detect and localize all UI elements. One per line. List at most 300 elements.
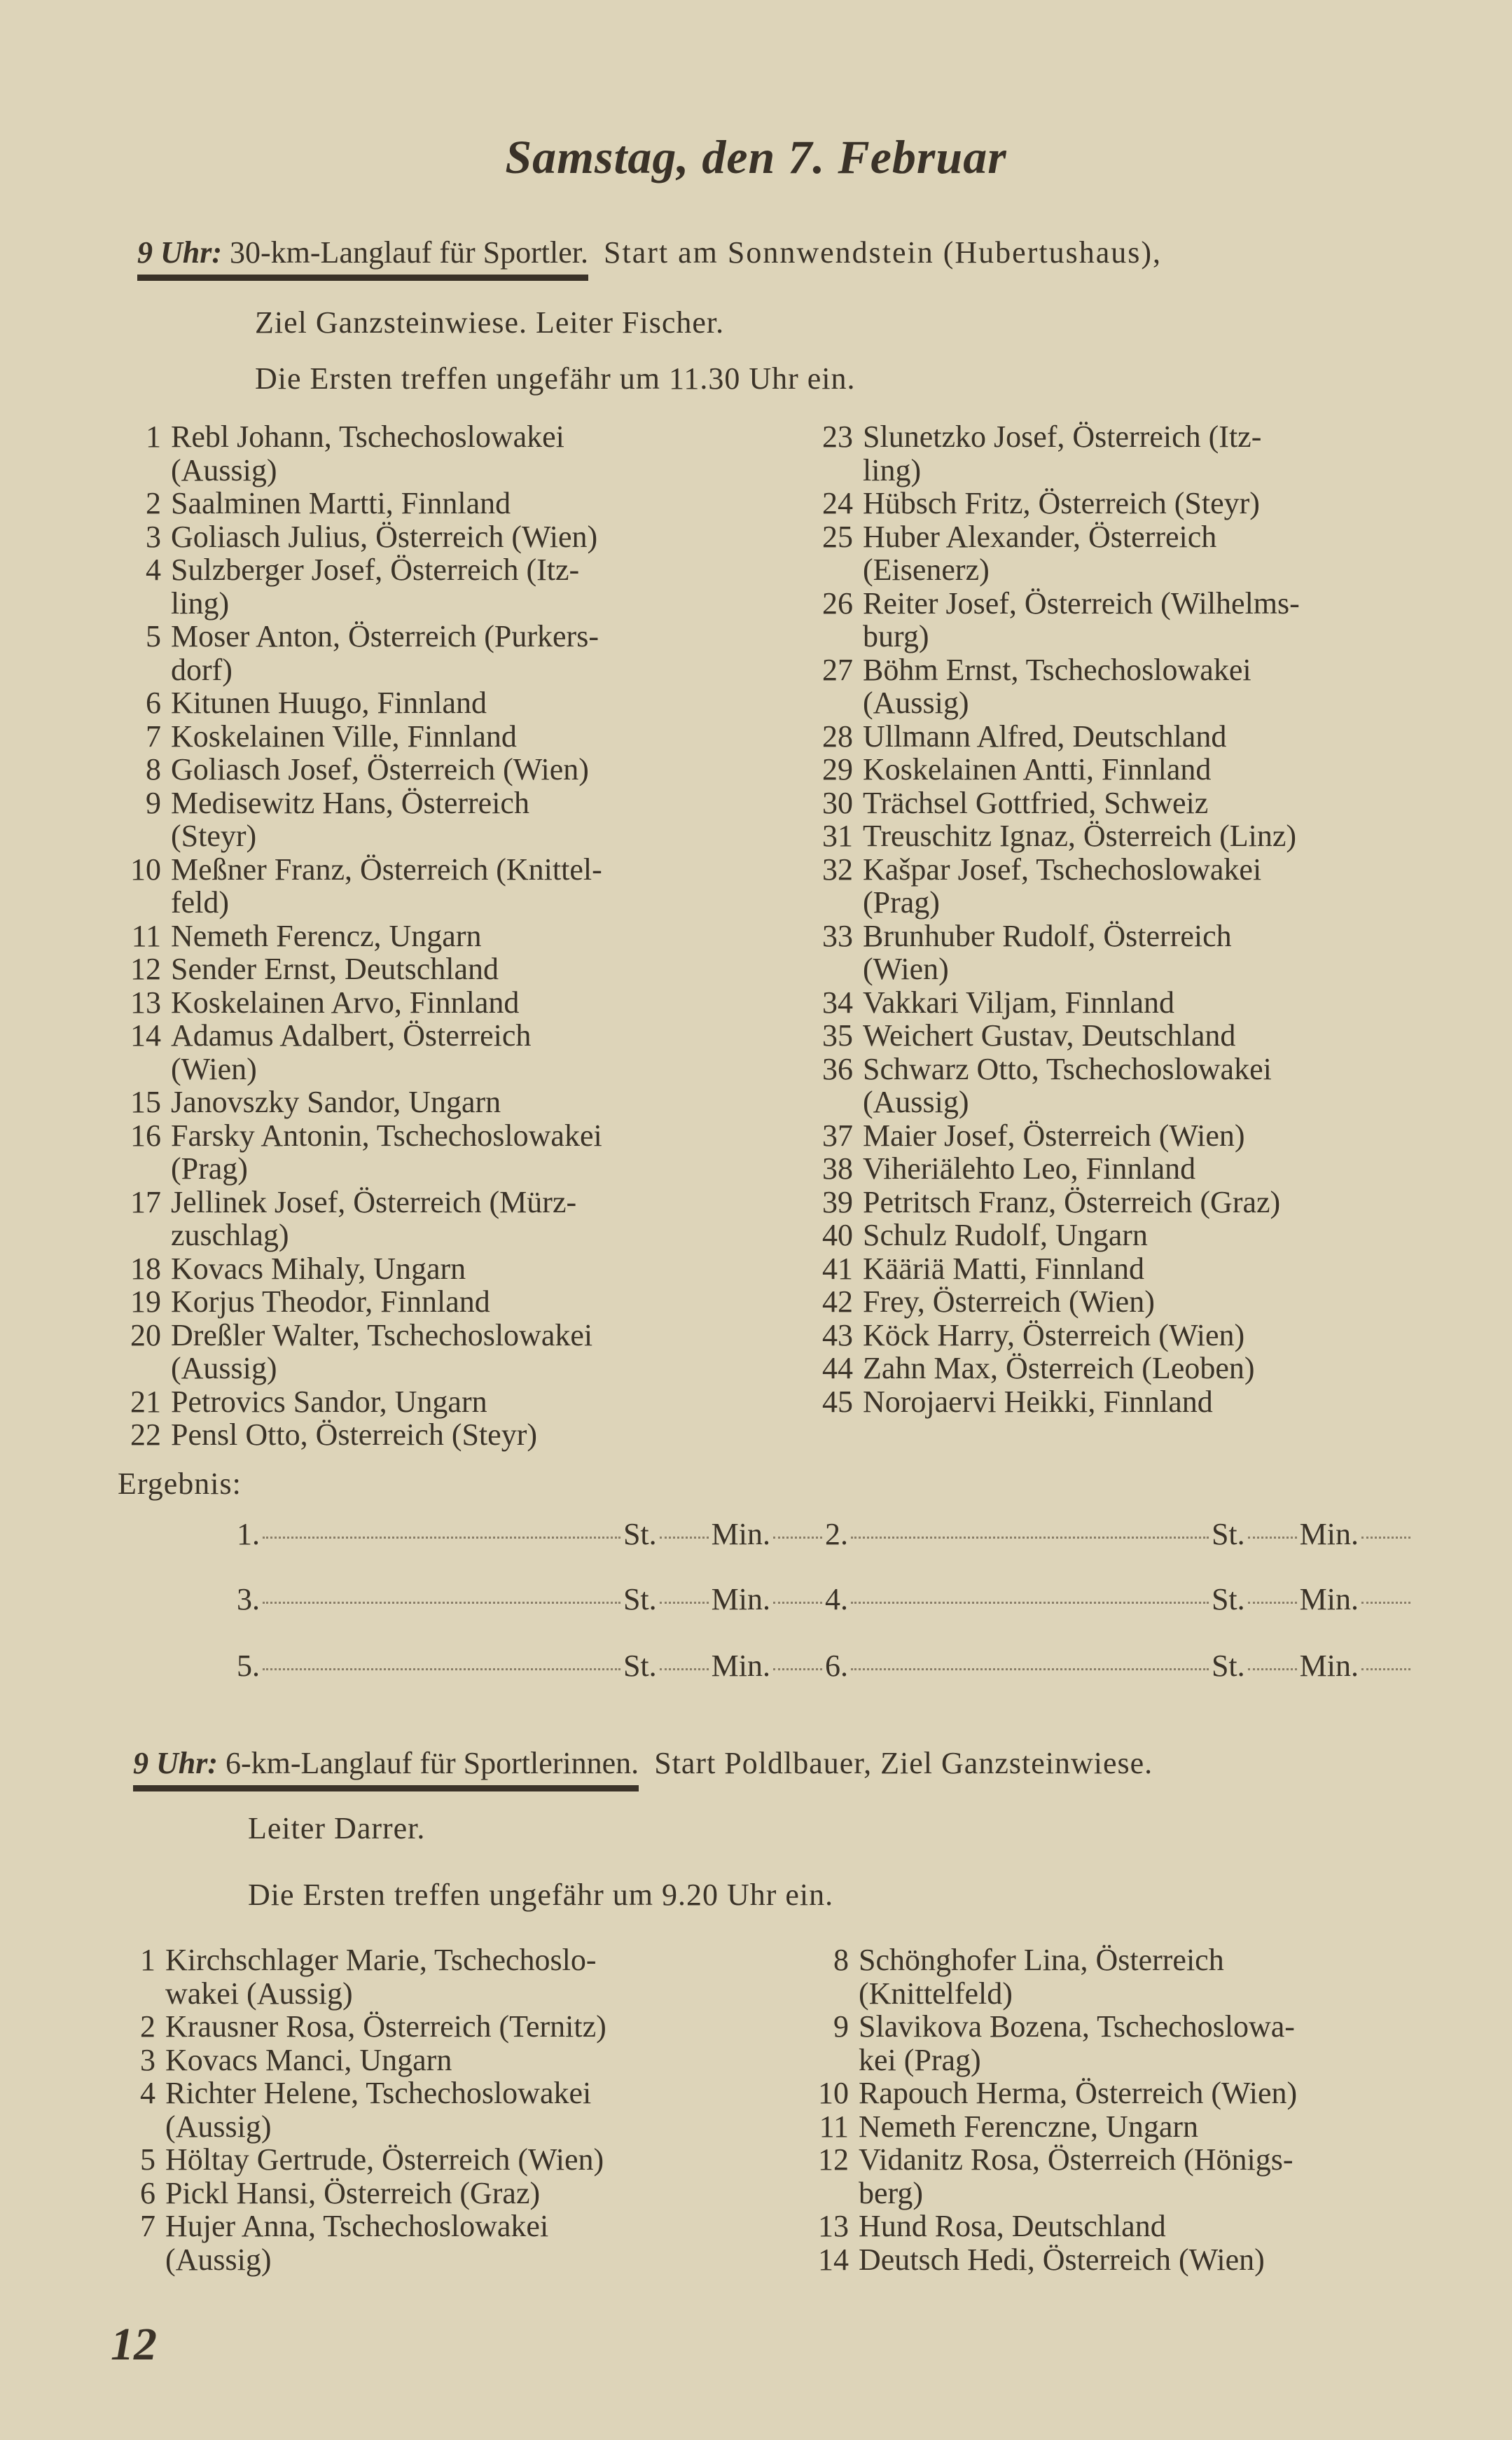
dotted-fill-line[interactable]: [851, 1537, 1209, 1539]
entry-text: Treuschitz Ignaz, Österreich (Linz): [863, 819, 1297, 853]
entry-text: (Knittelfeld): [859, 1976, 1013, 2011]
entry-text: Adamus Adalbert, Österreich: [171, 1018, 532, 1053]
race1-line3: Die Ersten treffen ungefähr um 11.30 Uhr ein.: [255, 361, 856, 396]
entry-number: [119, 886, 171, 920]
race2-entrants-left: [113, 1943, 744, 2276]
list-item: [807, 2010, 1437, 2044]
dotted-fill-line[interactable]: [1361, 1602, 1410, 1604]
entry-number: 30: [822, 785, 853, 820]
list-item: [119, 1019, 749, 1053]
dotted-fill-line[interactable]: [660, 1602, 709, 1604]
entry-number: 44: [822, 1351, 853, 1385]
list-item: [119, 1285, 749, 1319]
entry-text: Koskelainen Ville, Finnland: [171, 719, 517, 754]
entry-number: [113, 2110, 165, 2144]
list-item: [811, 653, 1441, 687]
minutes-label: Min.: [1299, 1517, 1359, 1551]
list-item: [113, 1943, 744, 1977]
list-item: [119, 1119, 749, 1153]
entry-number: 2: [146, 486, 161, 520]
entry-number: 33: [822, 918, 853, 953]
entry-text: feld): [171, 885, 230, 920]
list-item: [119, 952, 749, 986]
entry-text: (Aussig): [863, 686, 969, 720]
list-item: [119, 986, 749, 1020]
entry-text: Moser Anton, Österreich (Purkers-: [171, 619, 599, 653]
list-item: [119, 1352, 749, 1385]
race2-line3: Die Ersten treffen ungefähr um 9.20 Uhr ein.: [248, 1878, 834, 1912]
entry-text: Jellinek Josef, Österreich (Mürz-: [171, 1184, 577, 1219]
list-item: [811, 819, 1441, 853]
list-item: [807, 2243, 1437, 2277]
entry-number: 5: [140, 2142, 155, 2177]
list-item: [119, 819, 749, 853]
list-item: [119, 786, 749, 820]
entry-text: Petrovics Sandor, Ungarn: [171, 1384, 487, 1419]
entry-text: burg): [863, 619, 929, 653]
entry-text: (Aussig): [171, 452, 277, 487]
list-item: [811, 986, 1441, 1020]
entry-number: [811, 454, 863, 487]
entry-number: [807, 2044, 859, 2077]
entry-text: Pensl Otto, Österreich (Steyr): [171, 1417, 537, 1452]
entry-number: [807, 1977, 859, 2011]
entry-text: Sender Ernst, Deutschland: [171, 952, 499, 986]
entry-number: 7: [140, 2209, 155, 2243]
list-item: [811, 1019, 1441, 1053]
list-item: [119, 587, 749, 621]
list-item: [113, 2143, 744, 2177]
entry-text: Hübsch Fritz, Österreich (Steyr): [863, 486, 1260, 520]
list-item: [119, 686, 749, 720]
seconds-label: St.: [1211, 1649, 1245, 1683]
entry-number: [811, 886, 863, 920]
entry-text: Kašpar Josef, Tschechoslowakei: [863, 852, 1262, 887]
entry-text: (Wien): [863, 952, 949, 986]
entry-number: [119, 653, 171, 687]
race1-time: 9 Uhr:: [137, 235, 223, 270]
entry-number: 21: [130, 1384, 161, 1419]
list-item: [119, 1086, 749, 1119]
entry-text: Viheriälehto Leo, Finnland: [863, 1151, 1196, 1186]
place-label: 6.: [825, 1649, 848, 1683]
dotted-fill-line[interactable]: [773, 1537, 822, 1539]
entry-number: 13: [818, 2209, 849, 2243]
entry-number: [119, 1152, 171, 1186]
entry-text: Slunetzko Josef, Österreich (Itz-: [863, 420, 1262, 454]
entry-number: 22: [130, 1417, 161, 1452]
entry-text: Kovacs Mihaly, Ungarn: [171, 1251, 466, 1286]
list-item: [811, 454, 1441, 487]
race1-event: 30-km-Langlauf für Sportler.: [230, 235, 589, 270]
list-item: [119, 1053, 749, 1086]
entry-text: Pickl Hansi, Österreich (Graz): [165, 2175, 541, 2210]
entry-text: kei (Prag): [859, 2042, 981, 2077]
list-item: [113, 2044, 744, 2077]
entry-number: 4: [146, 553, 161, 587]
entry-number: 11: [131, 918, 161, 953]
list-item: [811, 720, 1441, 754]
entry-number: 41: [822, 1251, 853, 1286]
entry-number: 14: [818, 2242, 849, 2277]
dotted-fill-line[interactable]: [773, 1602, 822, 1604]
entry-number: 26: [822, 585, 853, 621]
result-row: [237, 1648, 1413, 1684]
list-item: [807, 2177, 1437, 2210]
place-label: 1.: [237, 1517, 260, 1551]
minutes-label: Min.: [1299, 1649, 1359, 1683]
entry-text: Deutsch Hedi, Österreich (Wien): [859, 2242, 1265, 2277]
dotted-fill-line[interactable]: [1248, 1537, 1297, 1539]
entry-number: 9: [146, 785, 161, 820]
entry-text: (Prag): [863, 885, 940, 920]
list-item: [811, 952, 1441, 986]
entry-text: dorf): [171, 652, 233, 687]
result-row: [237, 1581, 1413, 1617]
minutes-label: Min.: [711, 1517, 770, 1551]
list-item: [119, 1319, 749, 1352]
seconds-label: St.: [623, 1649, 657, 1683]
entry-number: [811, 1086, 863, 1119]
result-label: Ergebnis:: [118, 1467, 242, 1501]
entry-text: Saalminen Martti, Finnland: [171, 486, 511, 520]
entry-text: Kovacs Manci, Ungarn: [165, 2042, 452, 2077]
list-item: [119, 420, 749, 454]
dotted-fill-line[interactable]: [660, 1537, 709, 1539]
entry-text: Sulzberger Josef, Österreich (Itz-: [171, 553, 580, 587]
list-item: [811, 1319, 1441, 1352]
list-item: [811, 753, 1441, 786]
entry-text: Schulz Rudolf, Ungarn: [863, 1218, 1148, 1252]
list-item: [811, 1385, 1441, 1419]
minutes-label: Min.: [1299, 1582, 1359, 1616]
place-label: 2.: [825, 1517, 848, 1551]
race1-line2: Ziel Ganzsteinwiese. Leiter Fischer.: [255, 305, 725, 340]
entry-text: Slavikova Bozena, Tschechoslowa-: [859, 2009, 1295, 2044]
entry-number: 43: [822, 1317, 853, 1352]
entry-number: 16: [130, 1118, 161, 1153]
race2-event: 6-km-Langlauf für Sportlerinnen.: [226, 1746, 639, 1780]
entry-text: Norojaervi Heikki, Finnland: [863, 1384, 1213, 1419]
entry-number: 6: [140, 2175, 155, 2210]
entry-number: 10: [818, 2076, 849, 2110]
entry-text: (Wien): [171, 1051, 257, 1086]
entry-text: Böhm Ernst, Tschechoslowakei: [863, 652, 1251, 687]
list-item: [811, 553, 1441, 587]
list-item: [119, 553, 749, 587]
entry-number: 13: [130, 985, 161, 1020]
list-item: [811, 620, 1441, 653]
entry-number: 19: [130, 1284, 161, 1319]
entry-number: 5: [146, 619, 161, 653]
list-item: [119, 1418, 749, 1452]
list-item: [119, 886, 749, 920]
entry-number: [119, 1219, 171, 1252]
entry-text: Dreßler Walter, Tschechoslowakei: [171, 1317, 593, 1352]
list-item: [119, 653, 749, 687]
entry-number: 4: [140, 2076, 155, 2110]
entry-text: Trächsel Gottfried, Schweiz: [863, 785, 1209, 820]
minutes-label: Min.: [711, 1649, 770, 1683]
entry-number: 35: [822, 1018, 853, 1053]
entry-number: [119, 1053, 171, 1086]
entry-text: Kääriä Matti, Finnland: [863, 1251, 1145, 1286]
race1-entrants-left: [119, 420, 749, 1452]
list-item: [119, 520, 749, 554]
entry-text: (Aussig): [165, 2242, 272, 2277]
entry-text: Höltay Gertrude, Österreich (Wien): [165, 2142, 604, 2177]
entry-text: Zahn Max, Österreich (Leoben): [863, 1351, 1255, 1385]
entry-text: Kirchschlager Marie, Tschechoslo-: [165, 1943, 597, 1977]
place-label: 4.: [825, 1582, 848, 1616]
dotted-fill-line[interactable]: [1361, 1668, 1410, 1670]
list-item: [811, 1352, 1441, 1385]
list-item: [119, 753, 749, 786]
entry-number: 42: [822, 1284, 853, 1319]
entry-text: ling): [863, 452, 922, 487]
entry-text: (Aussig): [165, 2109, 272, 2144]
entry-text: Koskelainen Arvo, Finnland: [171, 985, 520, 1020]
entry-text: ling): [171, 585, 230, 621]
entry-text: Nemeth Ferencz, Ungarn: [171, 918, 482, 953]
entry-number: 12: [130, 952, 161, 986]
dotted-fill-line[interactable]: [851, 1602, 1209, 1604]
entry-text: Koskelainen Antti, Finnland: [863, 752, 1212, 786]
entry-number: 29: [822, 752, 853, 786]
race2-line2: Leiter Darrer.: [248, 1811, 426, 1845]
list-item: [119, 1152, 749, 1186]
entry-text: Brunhuber Rudolf, Österreich: [863, 918, 1232, 953]
entry-number: 7: [146, 719, 161, 754]
list-item: [811, 520, 1441, 554]
list-item: [119, 720, 749, 754]
entry-number: 6: [146, 686, 161, 720]
dotted-fill-line[interactable]: [263, 1602, 620, 1604]
entry-number: 8: [146, 752, 161, 786]
entry-number: 34: [822, 985, 853, 1020]
entry-number: 38: [822, 1151, 853, 1186]
list-item: [119, 1385, 749, 1419]
seconds-label: St.: [623, 1517, 657, 1551]
list-item: [811, 587, 1441, 621]
entry-text: Vidanitz Rosa, Österreich (Hönigs-: [859, 2142, 1293, 2177]
entry-text: (Aussig): [171, 1351, 277, 1385]
list-item: [811, 1119, 1441, 1153]
entry-text: Hujer Anna, Tschechoslowakei: [165, 2209, 549, 2243]
entry-number: 39: [822, 1184, 853, 1219]
list-item: [119, 853, 749, 887]
entry-number: 32: [822, 852, 853, 887]
list-item: [113, 2077, 744, 2110]
entry-number: [807, 2177, 859, 2210]
list-item: [119, 1186, 749, 1219]
entry-text: Janovszky Sandor, Ungarn: [171, 1085, 501, 1119]
entry-text: Maier Josef, Österreich (Wien): [863, 1118, 1245, 1153]
entry-number: [811, 553, 863, 587]
race1-underlined: [137, 235, 588, 281]
list-item: [807, 1943, 1437, 1977]
entry-number: 14: [130, 1018, 161, 1053]
result-row: [237, 1516, 1413, 1552]
entry-text: Goliasch Julius, Österreich (Wien): [171, 519, 598, 554]
list-item: [807, 1977, 1437, 2011]
dotted-fill-line[interactable]: [660, 1668, 709, 1670]
list-item: [807, 2077, 1437, 2110]
list-item: [811, 1086, 1441, 1119]
list-item: [811, 1053, 1441, 1086]
entry-text: Kitunen Huugo, Finnland: [171, 686, 487, 720]
entry-text: berg): [859, 2175, 924, 2210]
race1-entrants-right: [811, 420, 1441, 1418]
list-item: [811, 1285, 1441, 1319]
list-item: [811, 1252, 1441, 1286]
list-item: [113, 2110, 744, 2144]
entry-text: Schönghofer Lina, Österreich: [859, 1943, 1224, 1977]
entry-text: Weichert Gustav, Deutschland: [863, 1018, 1236, 1053]
entry-number: 17: [130, 1184, 161, 1219]
race2-header: [133, 1745, 1153, 1791]
list-item: [113, 2010, 744, 2044]
entry-text: Farsky Antonin, Tschechoslowakei: [171, 1118, 602, 1153]
list-item: [811, 686, 1441, 720]
entry-text: zuschlag): [171, 1218, 289, 1252]
entry-text: Nemeth Ferenczne, Ungarn: [859, 2109, 1199, 2144]
page-title: Samstag, den 7. Februar: [505, 130, 1007, 183]
dotted-fill-line[interactable]: [263, 1668, 620, 1670]
list-item: [113, 1977, 744, 2011]
entry-number: 31: [822, 819, 853, 853]
dotted-fill-line[interactable]: [851, 1668, 1209, 1670]
entry-text: Rebl Johann, Tschechoslowakei: [171, 420, 564, 454]
entry-text: (Prag): [171, 1151, 248, 1186]
dotted-fill-line[interactable]: [1248, 1602, 1297, 1604]
entry-text: Huber Alexander, Österreich: [863, 519, 1217, 554]
list-item: [119, 620, 749, 653]
entry-number: 24: [822, 486, 853, 520]
list-item: [807, 2110, 1437, 2144]
entry-number: [811, 952, 863, 986]
dotted-fill-line[interactable]: [263, 1537, 620, 1539]
entry-text: wakei (Aussig): [165, 1976, 353, 2011]
entry-number: 3: [140, 2042, 155, 2077]
place-label: 3.: [237, 1582, 260, 1616]
list-item: [811, 786, 1441, 820]
race1-start: Start am Sonnwendstein (Hubertushaus),: [604, 235, 1163, 270]
entry-text: Krausner Rosa, Österreich (Ternitz): [165, 2009, 606, 2044]
list-item: [113, 2243, 744, 2277]
entry-number: 23: [822, 420, 853, 454]
entry-number: [119, 819, 171, 853]
entry-number: 45: [822, 1384, 853, 1419]
entry-number: 28: [822, 719, 853, 754]
list-item: [811, 920, 1441, 953]
entry-number: 20: [130, 1317, 161, 1352]
race1-header: [137, 235, 1162, 281]
list-item: [807, 2143, 1437, 2177]
list-item: [811, 853, 1441, 887]
entry-number: 40: [822, 1218, 853, 1252]
entry-number: [113, 1977, 165, 2011]
entry-number: [811, 686, 863, 720]
race2-entrants-right: [807, 1943, 1437, 2276]
list-item: [119, 920, 749, 953]
entry-number: 18: [130, 1251, 161, 1286]
entry-text: Meßner Franz, Österreich (Knittel-: [171, 852, 602, 887]
list-item: [119, 1219, 749, 1252]
entry-text: (Aussig): [863, 1085, 969, 1119]
list-item: [811, 1219, 1441, 1252]
entry-number: 8: [833, 1943, 849, 1977]
seconds-label: St.: [1211, 1517, 1245, 1551]
entry-number: 3: [146, 519, 161, 554]
entry-text: Rapouch Herma, Österreich (Wien): [859, 2076, 1298, 2110]
race2-underlined: [133, 1745, 639, 1791]
seconds-label: St.: [623, 1582, 657, 1616]
dotted-fill-line[interactable]: [1361, 1537, 1410, 1539]
dotted-fill-line[interactable]: [1248, 1668, 1297, 1670]
entry-text: Vakkari Viljam, Finnland: [863, 985, 1175, 1020]
entry-number: 27: [822, 652, 853, 687]
entry-number: [811, 620, 863, 653]
race2-start: Start Poldlbauer, Ziel Ganzsteinwiese.: [654, 1746, 1153, 1780]
entry-number: [119, 454, 171, 487]
entry-text: Ullmann Alfred, Deutschland: [863, 719, 1227, 754]
entry-number: 1: [140, 1943, 155, 1977]
list-item: [811, 420, 1441, 454]
list-item: [113, 2177, 744, 2210]
entry-text: Medisewitz Hans, Österreich: [171, 785, 529, 820]
list-item: [807, 2044, 1437, 2077]
place-label: 5.: [237, 1649, 260, 1683]
entry-number: [113, 2243, 165, 2277]
dotted-fill-line[interactable]: [773, 1668, 822, 1670]
list-item: [119, 1252, 749, 1286]
list-item: [811, 886, 1441, 920]
entry-text: Köck Harry, Österreich (Wien): [863, 1317, 1245, 1352]
entry-text: Hund Rosa, Deutschland: [859, 2209, 1166, 2243]
entry-text: Goliasch Josef, Österreich (Wien): [171, 752, 589, 786]
entry-number: 36: [822, 1051, 853, 1086]
entry-number: 1: [146, 420, 161, 454]
race2-time: 9 Uhr:: [133, 1746, 219, 1780]
list-item: [811, 1152, 1441, 1186]
entry-number: 37: [822, 1118, 853, 1153]
list-item: [811, 1186, 1441, 1219]
entry-number: 11: [819, 2109, 849, 2144]
list-item: [811, 487, 1441, 520]
list-item: [807, 2210, 1437, 2243]
entry-text: Frey, Österreich (Wien): [863, 1284, 1155, 1319]
list-item: [119, 487, 749, 520]
entry-number: 9: [833, 2009, 849, 2044]
entry-text: (Steyr): [171, 819, 257, 853]
entry-text: Richter Helene, Tschechoslowakei: [165, 2076, 592, 2110]
entry-text: (Eisenerz): [863, 553, 990, 587]
entry-text: Petritsch Franz, Österreich (Graz): [863, 1184, 1281, 1219]
entry-number: 25: [822, 519, 853, 554]
entry-number: [119, 587, 171, 621]
minutes-label: Min.: [711, 1582, 770, 1616]
entry-text: Korjus Theodor, Finnland: [171, 1284, 490, 1319]
seconds-label: St.: [1211, 1582, 1245, 1616]
entry-text: Schwarz Otto, Tschechoslowakei: [863, 1051, 1272, 1086]
list-item: [119, 454, 749, 487]
entry-number: 12: [818, 2142, 849, 2177]
entry-number: 15: [130, 1085, 161, 1119]
entry-number: [119, 1352, 171, 1385]
entry-number: 10: [130, 852, 161, 887]
entry-number: 2: [140, 2009, 155, 2044]
